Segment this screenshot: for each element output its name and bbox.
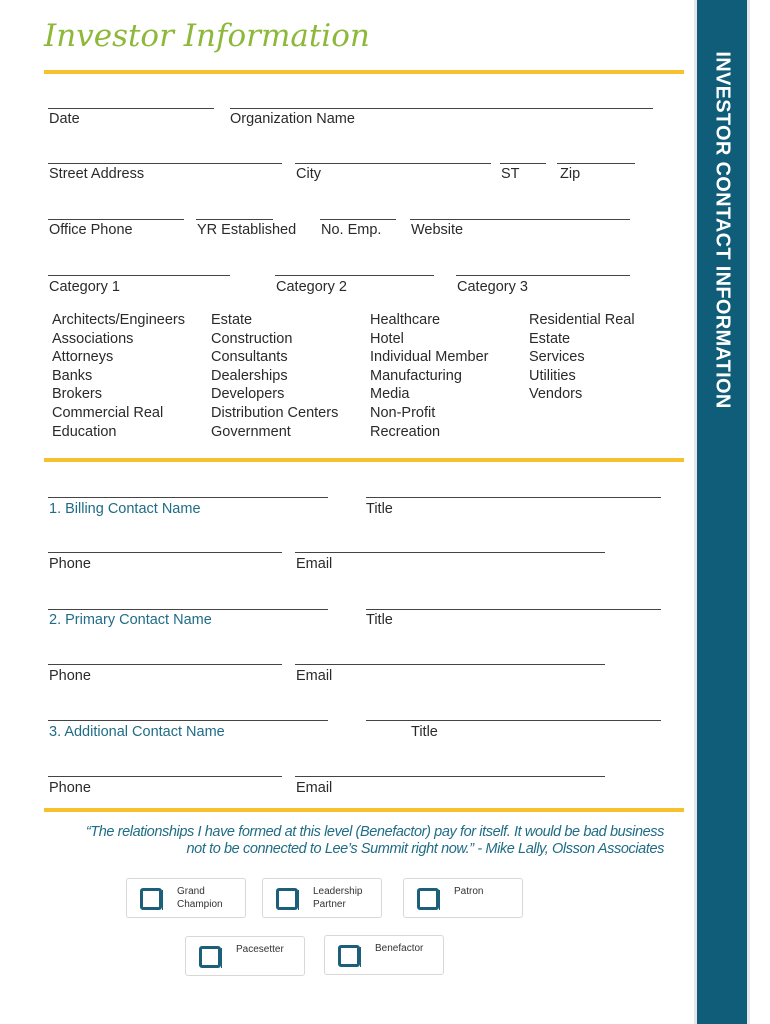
no-emp-field[interactable] [320,219,396,220]
list-item: Distribution Centers [211,404,339,421]
category-list-col4 [529,311,635,404]
level-label: Leadership Partner [313,886,363,910]
level-patron[interactable] [403,878,523,918]
level-leadership-partner[interactable] [262,878,382,918]
category3-label: Category 3 [457,279,528,295]
quote-line-2: not to be connected to Lee’s Summit right now.” - Mike Lally, Olsson Associates [186,841,664,857]
primary-email-field[interactable] [295,664,605,665]
additional-title-field[interactable] [366,720,661,721]
category1-field[interactable] [48,275,230,276]
additional-phone-field[interactable] [48,776,282,777]
street-address-field[interactable] [48,163,282,164]
checkbox-icon[interactable] [140,888,162,910]
category2-label: Category 2 [276,279,347,295]
category3-field[interactable] [456,275,630,276]
list-item: Utilities [529,367,576,384]
billing-title-label: Title [366,501,393,517]
page-title: Investor Information [44,18,370,54]
level-label: Grand Champion [177,886,223,910]
list-item: Dealerships [211,367,288,384]
gold-divider-bottom [44,808,684,812]
level-pacesetter[interactable] [185,936,305,976]
state-field[interactable] [500,163,546,164]
yr-established-label: YR Established [197,222,297,238]
checkbox-icon[interactable] [417,888,439,910]
additional-contact-name-label: 3. Additional Contact Name [49,724,225,740]
billing-phone-field[interactable] [48,552,282,553]
list-item: Manufacturing [370,367,462,384]
list-item: Services [529,349,585,366]
list-item: Residential Real [529,312,635,328]
list-item: Developers [211,386,285,403]
checkbox-icon[interactable] [199,946,221,968]
list-item: Government [211,423,291,440]
level-label: Benefactor [375,943,424,954]
level-grand-champion[interactable] [126,878,246,918]
office-phone-label: Office Phone [49,222,133,238]
additional-title-label: Title [411,724,438,740]
quote-line-1: “The relationships I have formed at this level (Benefactor) pay for itself. It would be bad business [85,824,664,840]
list-item: Architects/Engineers [52,312,185,328]
checkbox-icon[interactable] [276,888,298,910]
additional-phone-label: Phone [49,780,91,796]
zip-label: Zip [560,166,581,182]
primary-phone-label: Phone [49,668,91,684]
date-label: Date [49,111,80,127]
yr-established-field[interactable] [196,219,273,220]
list-item: Education [52,423,117,440]
category-list-col1 [52,311,185,441]
list-item: Individual Member [370,349,489,366]
list-item: Brokers [52,386,102,403]
list-item: Attorneys [52,349,114,366]
gold-divider-top [44,70,684,74]
category1-label: Category 1 [49,279,120,295]
city-field[interactable] [295,163,491,164]
primary-email-label: Email [296,668,333,684]
list-item: Banks [52,367,93,384]
primary-contact-name-field[interactable] [48,609,328,610]
list-item: Associations [52,330,134,347]
office-phone-field[interactable] [48,219,184,220]
level-label: Pacesetter [236,944,284,955]
list-item: Hotel [370,330,404,347]
organization-name-label: Organization Name [230,111,355,127]
website-field[interactable] [410,219,630,220]
list-item: Non-Profit [370,404,436,421]
city-label: City [296,166,321,182]
date-field[interactable] [48,108,214,109]
checkbox-icon[interactable] [338,945,360,967]
street-address-label: Street Address [49,166,145,182]
website-label: Website [411,222,464,238]
list-item: Healthcare [370,312,441,328]
category2-field[interactable] [275,275,434,276]
billing-email-field[interactable] [295,552,605,553]
additional-contact-name-field[interactable] [48,720,328,721]
primary-title-label: Title [366,612,393,628]
list-item: Construction [211,330,293,347]
billing-contact-name-field[interactable] [48,497,328,498]
primary-title-field[interactable] [366,609,661,610]
no-emp-label: No. Emp. [321,222,382,238]
list-item: Estate [211,312,253,328]
state-label: ST [501,166,520,182]
level-label: Patron [454,886,484,897]
list-item: Consultants [211,349,288,366]
billing-title-field[interactable] [366,497,661,498]
category-list-col3 [370,311,488,441]
primary-contact-name-label: 2. Primary Contact Name [49,612,212,628]
gold-divider-middle [44,458,684,462]
list-item: Vendors [529,386,583,403]
billing-contact-name-label: 1. Billing Contact Name [49,501,201,517]
level-benefactor[interactable] [324,935,444,975]
additional-email-field[interactable] [295,776,605,777]
additional-email-label: Email [296,780,333,796]
zip-field[interactable] [557,163,635,164]
billing-email-label: Email [296,556,333,572]
testimonial-quote [86,824,664,858]
billing-phone-label: Phone [49,556,91,572]
organization-name-field[interactable] [230,108,653,109]
list-item: Media [370,386,410,403]
list-item: Commercial Real [52,404,164,421]
list-item: Recreation [370,423,441,440]
sidebar-label: INVESTOR CONTACT INFORMATION [711,51,734,409]
list-item: Estate [529,330,571,347]
category-list-col2 [211,311,338,441]
primary-phone-field[interactable] [48,664,282,665]
